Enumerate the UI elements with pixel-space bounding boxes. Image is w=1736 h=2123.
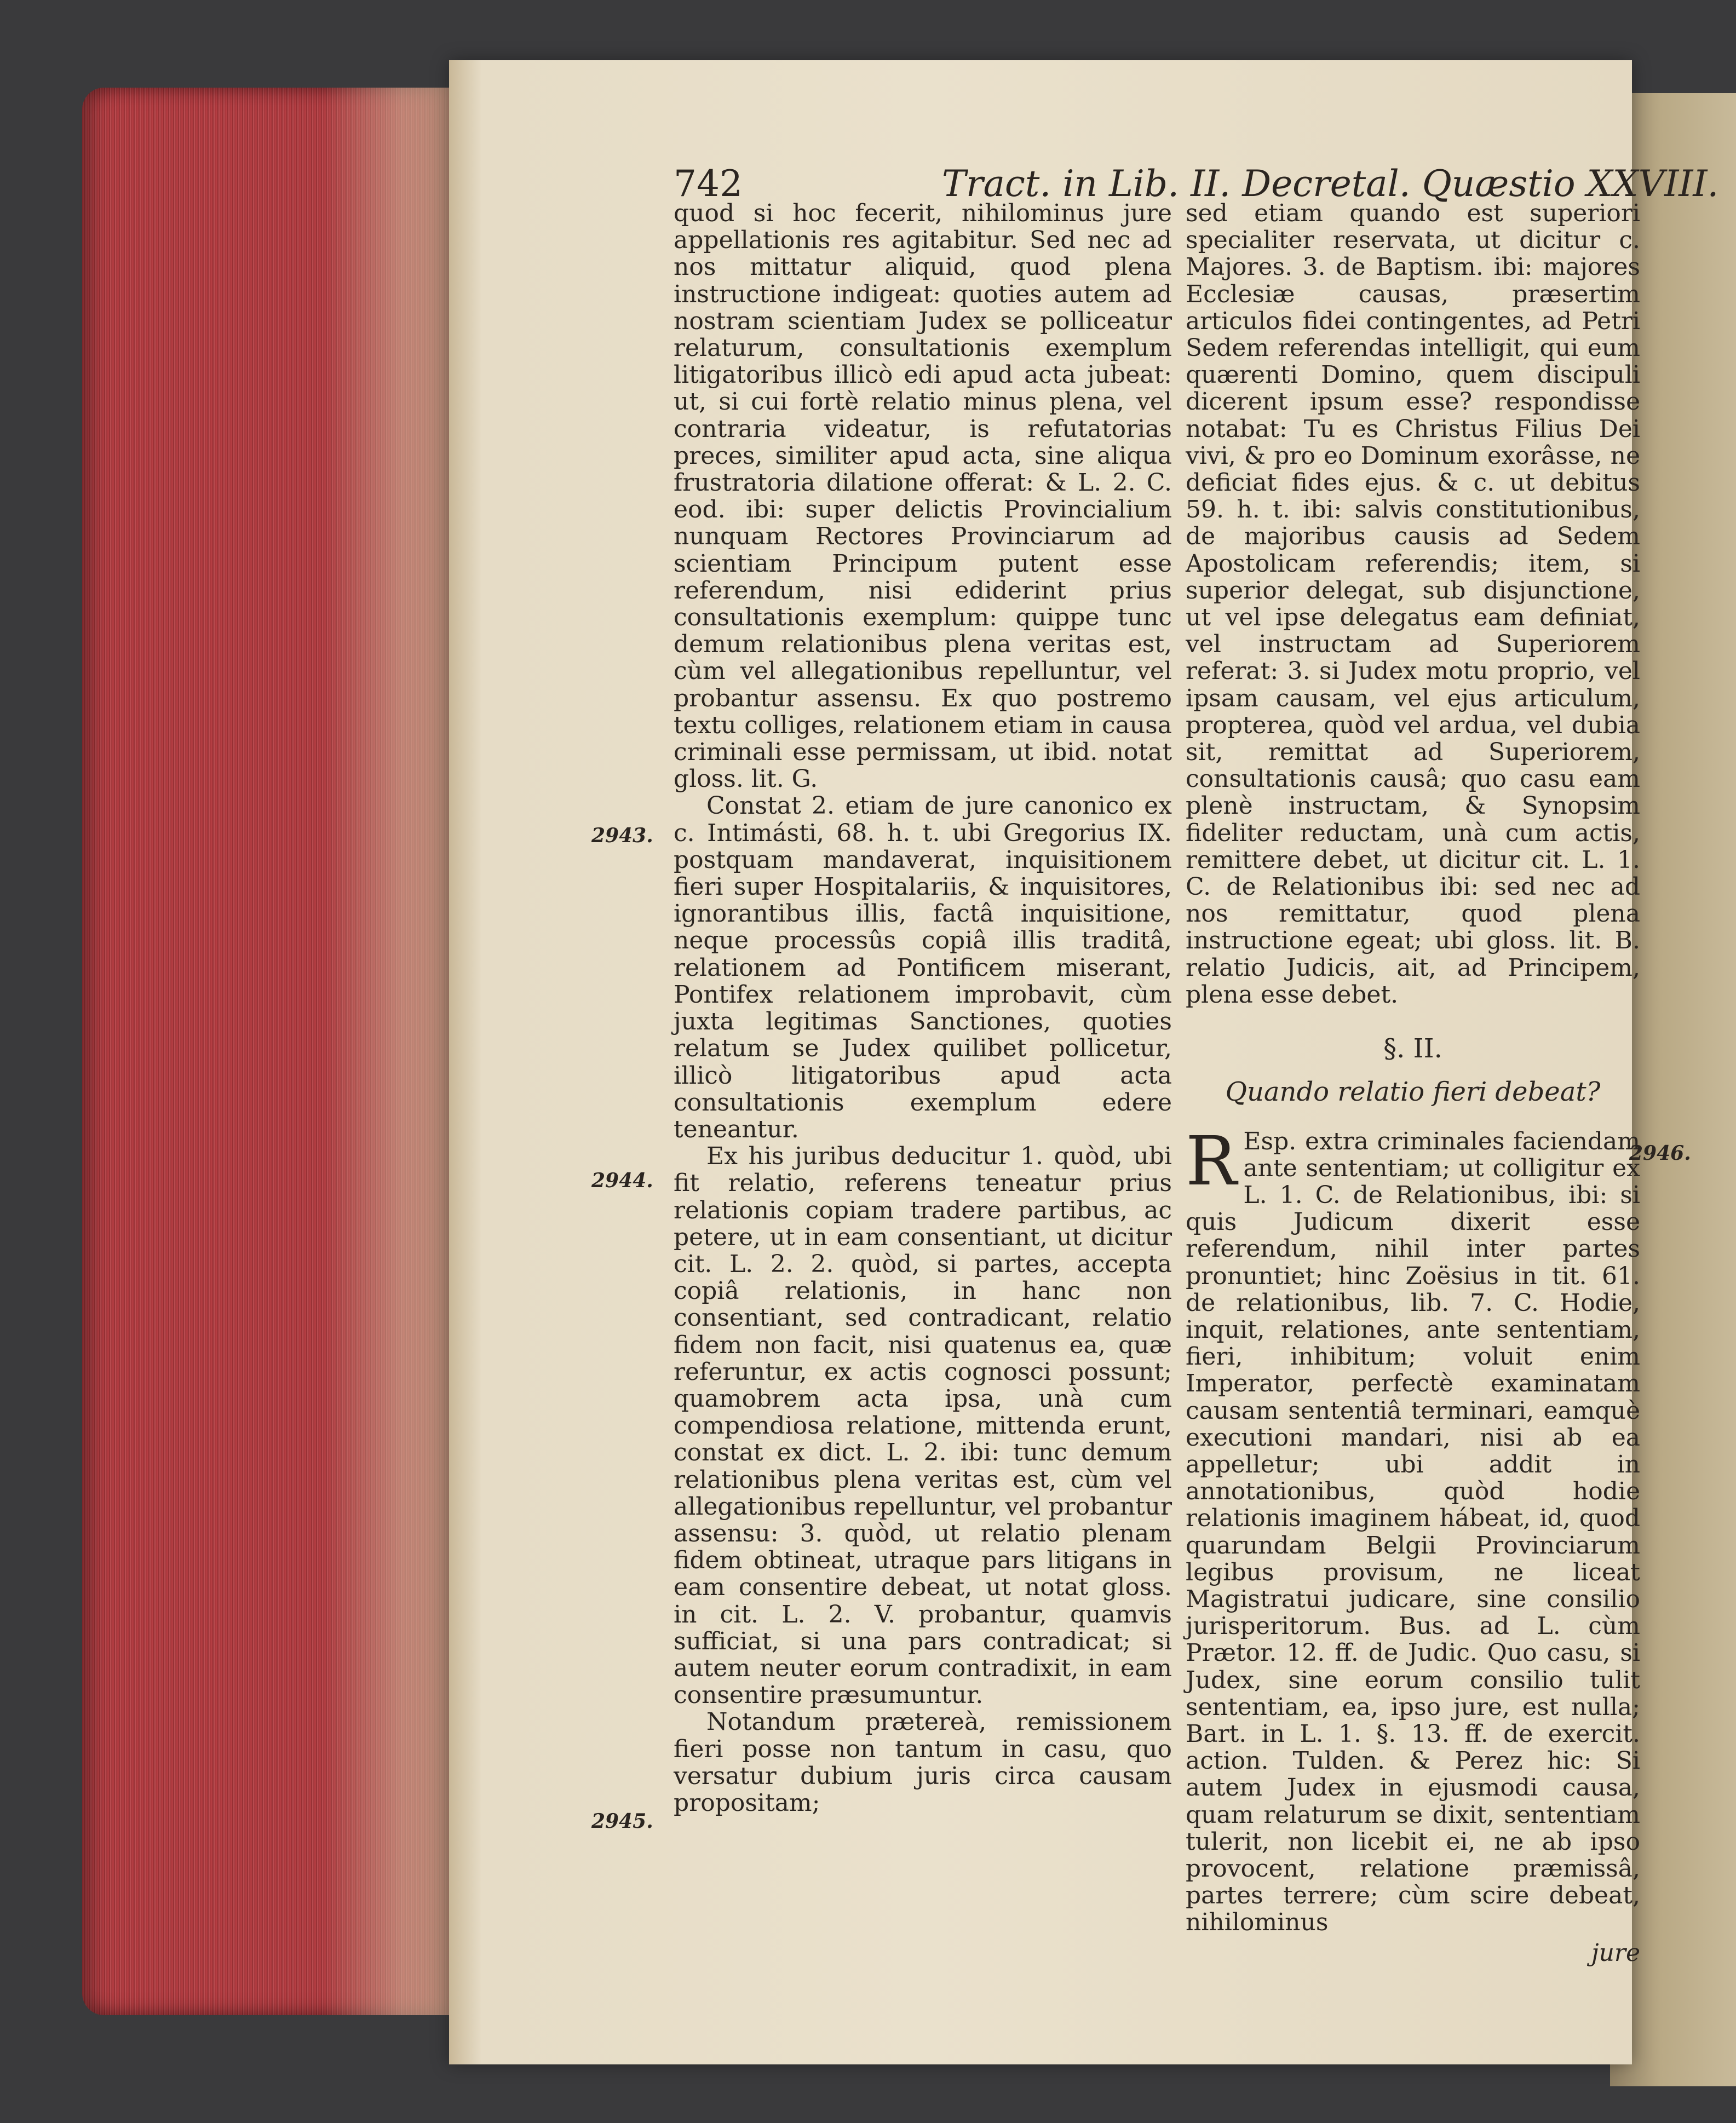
left-column <box>674 200 1172 1816</box>
running-title: Tract. in Lib. II. Decretal. Quæstio XXVIII. <box>942 163 1719 205</box>
margin-number: 2944. <box>591 1169 653 1192</box>
margin-number: 2943. <box>591 824 653 847</box>
page <box>449 60 1719 2064</box>
right-column <box>1186 200 1640 1966</box>
book-fore-edge <box>82 88 455 2015</box>
paragraph: Notandum prætereà, remissionem fieri posse non tantum in casu, quo versatur dubium juris circa causam propositam; <box>674 1708 1172 1817</box>
catchword: jure <box>1591 1938 1640 1967</box>
paragraph: Constat 2. etiam de jure canonico ex c. Intimásti, 68. h. t. ubi Gregorius IX. postquam mandaverat, inquisitionem fieri super Hospitalariis, & inquisitores, ignorantibus illis, factâ inquisitione, neque processûs copiâ illis traditâ, relationem ad Pontificem miserant, Pontifex relationem improbavit, cùm juxta legitimas Sanctiones, quoties relatum se Judex quilibet pollicetur, illicò litigatoribus apud acta consultationis exemplum edere teneantur. <box>674 792 1172 1143</box>
paragraph: sed etiam quando est superiori specialiter reservata, ut dicitur c. Majores. 3. de Baptism. ibi: majores Ecclesiæ causas, præsertim articulos fidei contingentes, ad Petri Sedem referendas intelligit, qui eum quærenti Domino, quem discipuli dicerent ipsum esse? respondisse notabat: Tu es Christus Filius Dei vivi, & pro eo Dominum exorâsse, ne deficiat fides ejus. & c. ut debitus 59. h. t. ibi: salvis constitutionibus, de majoribus causis ad Sedem Apostolicam referendis; item, si superior delegat, sub disjunctione, ut vel ipse delegatus eam definiat, vel instructam ad Superiorem referat: 3. si Judex motu proprio, vel ipsam causam, vel ejus articulum, propterea, quòd vel ardua, vel dubia sit, remittat ad Superiorem, consultationis causâ; quo casu eam plenè instructam, & Synopsim fideliter reductam, unà cum actis, remittere debet, ut dicitur cit. L. 1. C. de Relationibus ibi: sed nec ad nos remittatur, quod plena instructione egeat; ubi gloss. lit. B. relatio Judicis, ait, ad Principem, plena esse debet. <box>1186 199 1640 1009</box>
paragraph: quod si hoc fecerit, nihilominus jure appellationis res agitabitur. Sed nec ad nos mittatur aliquid, quod plena instructione indigeat: quoties autem ad nostram scientiam Judex se polliceatur relaturum, consultationis exemplum litigatoribus illicò edi apud acta jubeat: ut, si cui fortè relatio minus plena, vel contraria videatur, is refutatorias preces, similiter apud acta, sine aliqua frustratoria dilatione offerat: & L. 2. C. eod. ibi: super delictis Provincialium nunquam Rectores Provinciarum ad scientiam Principum putent esse referendum, nisi ediderint prius consultationis exemplum: quippe tunc demum relationibus plena veritas est, cùm vel allegationibus repelluntur, vel probantur assensu. Ex quo postremo textu colliges, relationem etiam in causa criminali esse permissam, ut ibid. notat gloss. lit. G. <box>674 199 1172 793</box>
book <box>82 60 1719 2086</box>
margin-number: 2945. <box>591 1810 653 1833</box>
paragraph: Ex his juribus deducitur 1. quòd, ubi fit relatio, referens teneatur prius relationis copiam tradere partibus, ac petere, ut in eam consentiant, ut dicitur cit. L. 2. 2. quòd, si partes, accepta copiâ relationis, in hanc non consentiant, sed contradicant, relatio fidem non facit, nisi quatenus ea, quæ referuntur, ex actis cognosci possunt; quamobrem acta ipsa, unà cum compendiosa relatione, mittenda erunt, constat ex dict. L. 2. ibi: tunc demum relationibus plena veritas est, cùm vel allegationibus repelluntur, vel probantur assensu: 3. quòd, ut relatio plenam fidem obtineat, utraque pars litigans in eam consentire debeat, ut notat gloss. in cit. L. 2. V. probantur, quamvis sufficiat, si una pars contradicat; si autem neuter eorum contradixit, in eam consentire præsumuntur. <box>674 1142 1172 1710</box>
page-number: 742 <box>674 163 743 205</box>
section-paragraph-text: Esp. extra criminales faciendam ante sententiam; ut colligitur ex L. 1. C. de Relationibus, ibi: si quis Judicum dixerit esse referendum, nihil inter partes pronuntiet; hinc Zoësius in tit. 61. de relationibus, lib. 7. C. Hodie, inquit, relationes, ante sententiam, fieri, inhibitum; voluit enim Imperator, perfectè examinatam causam sententiâ terminari, eamquè executioni mandari, nisi ab ea appelletur; ubi addit in annotationibus, quòd hodie relationis imaginem hábeat, id, quod quarundam Belgii Provinciarum legibus provisum, ne liceat Magistratui judicare, sine consilio jurisperitorum. Bus. ad L. cùm Prætor. 12. ff. de Judic. Quo casu, si Judex, sine eorum consilio tulit sententiam, ea, ipso jure, est nulla; Bart. in L. 1. §. 13. ff. de exercit. action. Tulden. & Perez hic: Si autem Judex in ejusmodi causa, quam relaturum se dixit, sententiam tulerit, non licebit ei, ne ab ipso provocent, relatione præmissâ, partes terrere; cùm scire debeat, nihilominus <box>1186 1127 1640 1937</box>
margin-number: 2946. <box>1629 1142 1691 1165</box>
section-paragraph <box>1186 1121 1640 1937</box>
drop-cap: R <box>1186 1121 1237 1201</box>
section-number: §. II. <box>1383 1033 1442 1065</box>
section-title: Quando relatio fieri debeat? <box>1225 1077 1601 1108</box>
